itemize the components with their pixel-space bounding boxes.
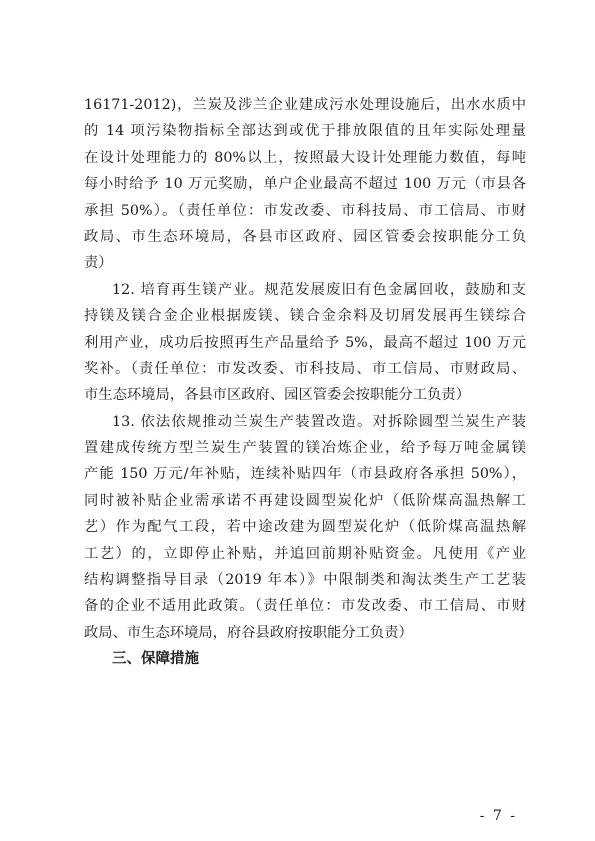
paragraph-line: 在设计处理能力的 80%以上，按照最大设计处理能力数值，每吨 (84, 149, 526, 166)
item-13-line: 产能 150 万元/年补贴，连续补贴四年（市县政府各承担 50%）， (84, 466, 526, 483)
paragraph-line: 的 14 项污染物指标全部达到或优于排放限值的且年实际处理量 (84, 123, 526, 140)
item-13-line: 工艺）的，立即停止补贴，并追回前期补贴资金。凡使用《产业 (84, 545, 526, 562)
paragraph-line: 每小时给予 10 万元奖励，单户企业最高不超过 100 万元（市县各 (84, 176, 526, 193)
item-13-line: 结构调整指导目录（2019 年本）》中限制类和淘汰类生产工艺装 (84, 572, 526, 589)
item-13-line: 政局、市生态环境局，府谷县政府按职能分工负责） (84, 624, 413, 641)
item-12-line: 利用产业，成功后按照再生产品量给予 5%，最高不超过 100 万元 (84, 334, 526, 351)
item-12-line: 市生态环境局，各县市区政府、园区管委会按职能分工负责） (84, 387, 471, 404)
item-13-line: 同时被补贴企业需承诺不再建设圆型炭化炉（低阶煤高温热解工 (84, 492, 526, 509)
paragraph-line: 政局、市生态环境局，各县市区政府、园区管委会按职能分工负 (84, 228, 526, 245)
item-13-line: 13. 依法依规推动兰炭生产装置改造。对拆除圆型兰炭生产装 (112, 413, 526, 430)
paragraph-line: 16171-2012)，兰炭及涉兰企业建成污水处理设施后，出水水质中 (84, 97, 526, 113)
item-12-line: 持镁及镁合金企业根据废镁、镁合金余料及切屑发展再生镁综合 (84, 308, 526, 325)
paragraph-line: 承担 50%）。（责任单位：市发改委、市科技局、市工信局、市财 (84, 202, 526, 219)
body-text (84, 92, 526, 673)
item-12-line: 12. 培育再生镁产业。规范发展废旧有色金属回收，鼓励和支 (112, 281, 526, 298)
paragraph-line: 责） (84, 255, 113, 272)
item-13-line: 艺）作为配气工段，若中途改建为圆型炭化炉（低阶煤高温热解 (84, 519, 526, 536)
item-13-line: 置建成传统方型兰炭生产装置的镁冶炼企业，给予每万吨金属镁 (84, 440, 526, 457)
page-number: - 7 - (479, 808, 517, 824)
item-12-line: 奖补。（责任单位：市发改委、市科技局、市工信局、市财政局、 (84, 360, 526, 377)
section-heading: 三、保障措施 (112, 651, 199, 668)
item-13-line: 备的企业不适用此政策。（责任单位：市发改委、市工信局、市财 (84, 598, 526, 615)
